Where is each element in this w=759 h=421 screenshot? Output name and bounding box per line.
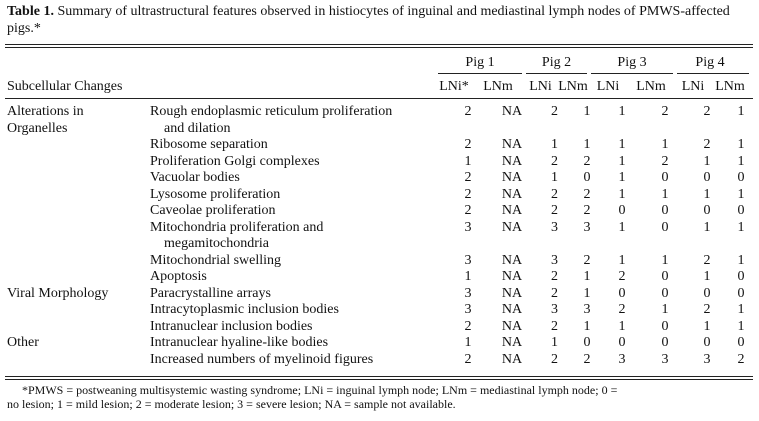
cell-value: 2 — [551, 153, 558, 169]
cell-value: 1 — [464, 153, 472, 169]
row-group-label — [7, 154, 150, 171]
cell-value: 1 — [551, 335, 558, 350]
cell-value: 1 — [661, 186, 669, 202]
cell-value: NA — [501, 252, 523, 268]
cell-value: NA — [501, 219, 523, 235]
top-rule-double — [5, 47, 753, 48]
row-group-label — [7, 170, 150, 187]
table-row — [7, 154, 757, 171]
cell-value: 0 — [661, 203, 669, 218]
row-change-label: Paracrystalline arrays — [150, 285, 271, 301]
cell-value: 2 — [551, 318, 558, 334]
cell-value: 0 — [618, 285, 626, 301]
cell-value: 1 — [618, 219, 626, 235]
cell-value — [725, 236, 757, 253]
table-title: Summary of ultrastructural features observed in histiocytes of inguinal and mediastinal lymph nodes of PMWS-affected pigs.* — [7, 4, 730, 36]
row-change-label: Mitochondrial swelling — [150, 252, 282, 268]
cell-value: 2 — [551, 186, 558, 202]
row-group-label — [7, 220, 150, 237]
pig-1-header: Pig 1 — [465, 55, 495, 70]
cell-value: 1 — [583, 318, 591, 334]
row-group-label — [7, 236, 150, 253]
cell-value: NA — [501, 153, 523, 169]
cell-value: 1 — [551, 137, 558, 152]
subcol-header: LNi* — [439, 79, 469, 94]
cell-value — [689, 121, 725, 138]
pig-4-rule — [677, 73, 749, 74]
cell-value: 1 — [618, 318, 626, 334]
table-row — [7, 352, 757, 369]
cell-value: 1 — [618, 186, 626, 202]
cell-value: 0 — [737, 335, 745, 350]
bottom-rule-double — [5, 379, 753, 380]
cell-value: 3 — [464, 302, 472, 317]
cell-value: 0 — [661, 285, 669, 301]
cell-value: 2 — [703, 137, 711, 152]
cell-value: 0 — [661, 219, 669, 235]
row-change-label: Intracytoplasmic inclusion bodies — [150, 302, 339, 317]
subcol-header: LNi — [681, 79, 705, 94]
row-group-label — [7, 137, 150, 154]
subcellular-changes-header: Subcellular Changes — [7, 79, 123, 94]
cell-value: NA — [501, 203, 523, 218]
cell-value: 0 — [661, 170, 669, 185]
row-group-label: Other — [7, 335, 39, 350]
cell-value: 3 — [551, 219, 558, 235]
top-rule — [5, 44, 753, 45]
cell-value — [603, 236, 641, 253]
cell-value: 1 — [737, 104, 745, 119]
row-group-label — [7, 319, 150, 336]
cell-value: NA — [501, 186, 523, 202]
cell-value: 2 — [464, 170, 472, 185]
cell-value: 1 — [583, 285, 591, 301]
cell-value — [486, 121, 538, 138]
cell-value: 0 — [737, 269, 745, 284]
table-row — [7, 253, 757, 270]
subcol-header: LNm — [558, 79, 588, 94]
footnote-line-1: *PMWS = postweaning multisystemic wasting syndrome; LNi = inguinal lymph node; LNm = mediastinal lymph node; 0 = — [22, 383, 618, 397]
subcol-header: LNi — [529, 79, 552, 94]
cell-value — [641, 121, 689, 138]
cell-value: 2 — [551, 285, 558, 301]
cell-value: 1 — [737, 318, 745, 334]
cell-value: 0 — [737, 285, 745, 301]
cell-value: 1 — [618, 153, 626, 169]
cell-value: 1 — [661, 252, 669, 268]
pig-2-header: Pig 2 — [541, 55, 572, 70]
table-row — [7, 137, 757, 154]
cell-value: 0 — [583, 335, 591, 350]
table-row — [7, 302, 757, 319]
pig-4-header: Pig 4 — [695, 55, 725, 70]
cell-value: 2 — [703, 252, 711, 268]
pig-2-rule — [526, 73, 587, 74]
row-group-label — [7, 352, 150, 369]
row-change-label: and dilation — [164, 120, 231, 136]
table-row — [7, 203, 757, 220]
row-group-label — [7, 269, 150, 286]
cell-value: 2 — [661, 104, 669, 119]
cell-value: 2 — [583, 153, 591, 169]
row-group-label — [7, 253, 150, 270]
cell-value: 2 — [618, 269, 626, 284]
pig-1-rule — [438, 73, 522, 74]
row-group-label: Alterations in — [7, 104, 84, 119]
cell-value — [450, 121, 486, 138]
row-change-label: Increased numbers of myelinoid figures — [150, 351, 374, 367]
cell-value: 1 — [737, 219, 745, 235]
cell-value: 1 — [703, 219, 711, 235]
cell-value: 0 — [703, 335, 711, 350]
cell-value: 0 — [737, 170, 745, 185]
table-row — [7, 236, 757, 253]
row-change-label: Lysosome proliferation — [150, 186, 281, 202]
row-change-label: megamitochondria — [164, 236, 269, 251]
cell-value: 2 — [464, 137, 472, 152]
table-row — [7, 170, 757, 187]
subcol-header: LNi — [596, 79, 620, 94]
cell-value — [538, 236, 571, 253]
cell-value: 1 — [737, 137, 745, 152]
cell-value: 1 — [737, 302, 745, 317]
row-group-label: Organelles — [7, 120, 68, 136]
row-change-label: Ribosome separation — [150, 137, 268, 152]
cell-value: 1 — [464, 335, 472, 350]
cell-value: 2 — [703, 302, 711, 317]
cell-value: 2 — [464, 186, 472, 202]
cell-value: 1 — [737, 186, 745, 202]
cell-value: 0 — [703, 203, 711, 218]
cell-value: 3 — [661, 351, 669, 367]
cell-value: 2 — [583, 252, 591, 268]
cell-value: 0 — [703, 285, 711, 301]
cell-value: NA — [501, 285, 523, 301]
cell-value: 0 — [737, 203, 745, 218]
table-row — [7, 121, 757, 138]
cell-value: 1 — [661, 137, 669, 152]
cell-value: 3 — [618, 351, 626, 367]
cell-value — [641, 236, 689, 253]
cell-value: 0 — [618, 335, 626, 350]
cell-value: 1 — [464, 269, 472, 284]
cell-value: 1 — [618, 170, 626, 185]
row-group-label — [7, 187, 150, 204]
cell-value: 1 — [618, 137, 626, 152]
cell-value — [538, 121, 571, 138]
cell-value: 3 — [551, 252, 558, 268]
cell-value: 1 — [583, 269, 591, 284]
cell-value — [689, 236, 725, 253]
cell-value — [571, 236, 603, 253]
cell-value: 2 — [737, 351, 745, 367]
row-change-label: Caveolae proliferation — [150, 203, 276, 218]
subcol-header: LNm — [715, 79, 745, 94]
cell-value: 2 — [464, 318, 472, 334]
table-row — [7, 269, 757, 286]
cell-value — [450, 236, 486, 253]
cell-value: 2 — [464, 104, 472, 119]
pig-3-rule — [591, 73, 673, 74]
cell-value: 2 — [551, 203, 558, 218]
cell-value — [725, 121, 757, 138]
footnote-line-2: no lesion; 1 = mild lesion; 2 = moderate lesion; 3 = severe lesion; NA = sample not available. — [7, 397, 456, 411]
cell-value: 2 — [464, 351, 472, 367]
cell-value: 1 — [583, 137, 591, 152]
table-label: Table 1. — [7, 4, 54, 19]
cell-value: 1 — [661, 302, 669, 317]
cell-value: 2 — [583, 186, 591, 202]
cell-value: NA — [501, 269, 523, 284]
cell-value: 2 — [464, 203, 472, 218]
cell-value: NA — [501, 351, 523, 367]
cell-value: 1 — [703, 153, 711, 169]
row-change-label: Intranuclear inclusion bodies — [150, 318, 313, 334]
table-row — [7, 187, 757, 204]
cell-value — [603, 121, 641, 138]
cell-value: 3 — [583, 302, 591, 317]
cell-value: NA — [501, 104, 523, 119]
cell-value: 3 — [703, 351, 711, 367]
row-group-label: Viral Morphology — [7, 285, 109, 301]
cell-value: 0 — [703, 170, 711, 185]
pig-3-header: Pig 3 — [617, 55, 647, 70]
table-row — [7, 220, 757, 237]
cell-value: 2 — [618, 302, 626, 317]
cell-value: 2 — [551, 269, 558, 284]
cell-value: 2 — [583, 203, 591, 218]
cell-value: NA — [501, 170, 523, 185]
cell-value: 3 — [464, 219, 472, 235]
cell-value: 0 — [583, 170, 591, 185]
cell-value — [571, 121, 603, 138]
row-change-label: Proliferation Golgi complexes — [150, 153, 320, 169]
cell-value: 1 — [703, 318, 711, 334]
cell-value: 1 — [703, 269, 711, 284]
row-change-label: Intranuclear hyaline-like bodies — [150, 335, 329, 350]
cell-value: 3 — [583, 219, 591, 235]
cell-value: NA — [501, 302, 523, 317]
data-table — [7, 104, 757, 368]
cell-value: NA — [501, 318, 523, 334]
cell-value — [486, 236, 538, 253]
row-change-label: Vacuolar bodies — [150, 170, 240, 185]
row-change-label: Rough endoplasmic reticulum proliferation — [150, 104, 393, 119]
table-row — [7, 286, 757, 303]
cell-value: 2 — [703, 104, 711, 119]
cell-value: 0 — [661, 318, 669, 334]
cell-value: 3 — [551, 302, 558, 317]
cell-value: 1 — [703, 186, 711, 202]
table-row — [7, 335, 757, 352]
table-caption — [7, 3, 752, 37]
cell-value: 1 — [737, 252, 745, 268]
cell-value: 1 — [737, 153, 745, 169]
subcol-header: LNm — [636, 79, 666, 94]
cell-value: 2 — [551, 104, 558, 119]
cell-value: 1 — [618, 252, 626, 268]
row-group-label — [7, 302, 150, 319]
cell-value: NA — [501, 137, 523, 152]
table-row — [7, 104, 757, 121]
table-row — [7, 319, 757, 336]
row-group-label — [7, 203, 150, 220]
cell-value: 0 — [618, 203, 626, 218]
cell-value: 0 — [661, 335, 669, 350]
cell-value: 1 — [583, 104, 591, 119]
cell-value: 2 — [551, 351, 558, 367]
cell-value: 2 — [661, 153, 669, 169]
cell-value: 1 — [618, 104, 626, 119]
cell-value: 3 — [464, 252, 472, 268]
cell-value: NA — [501, 335, 523, 350]
row-change-label: Mitochondria proliferation and — [150, 219, 324, 235]
cell-value: 1 — [551, 170, 558, 185]
bottom-rule — [5, 376, 753, 377]
subcol-header: LNm — [483, 79, 513, 94]
row-change-label: Apoptosis — [150, 269, 207, 284]
header-rule — [5, 98, 753, 99]
cell-value: 0 — [661, 269, 669, 284]
cell-value: 3 — [464, 285, 472, 301]
cell-value: 2 — [583, 351, 591, 367]
